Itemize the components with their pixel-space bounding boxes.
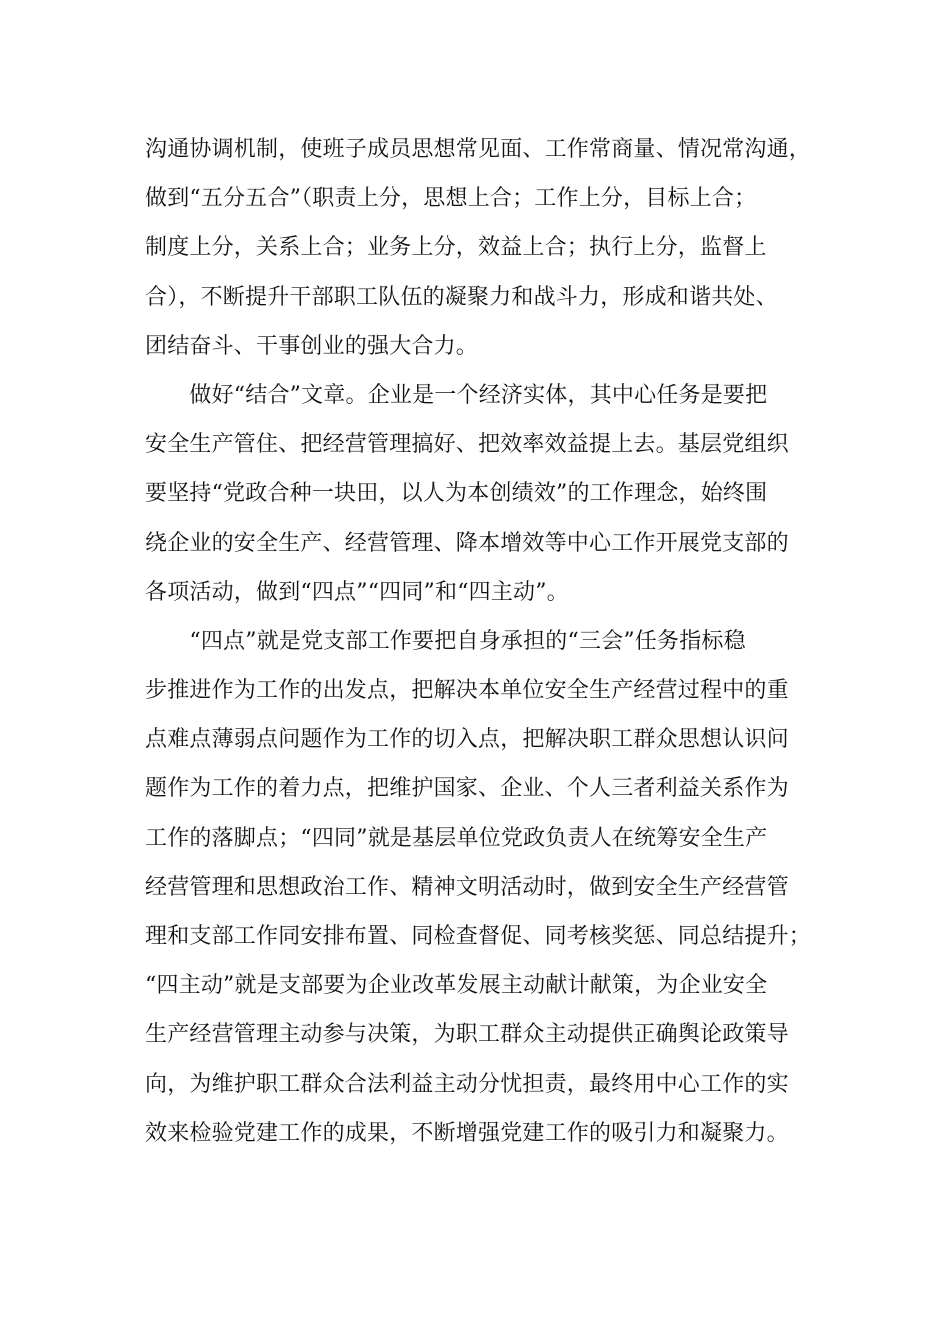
text-line: 安全生产管住、把经营管理搞好、把效率效益提上去。基层党组织 — [145, 432, 789, 458]
text-line: 制度上分，关系上合；业务上分，效益上合；执行上分，监督上 — [145, 235, 767, 261]
text-line: 题作为工作的着力点，把维护国家、企业、个人三者利益关系作为 — [145, 776, 789, 802]
text-line: 合），不断提升干部职工队伍的凝聚力和战斗力，形成和谐共处、 — [145, 284, 778, 310]
text-line: 理和支部工作同安排布置、同检查督促、同考核奖惩、同总结提升； — [145, 924, 812, 949]
text-line: “四主动”就是支部要为企业改革发展主动献计献策，为企业安全 — [145, 973, 768, 999]
text-line: 经营管理和思想政治工作、精神文明活动时，做到安全生产经营管 — [145, 874, 789, 900]
text-line: 工作的落脚点；“四同”就是基层单位党政负责人在统筹安全生产 — [145, 825, 768, 851]
text-line: 沟通协调机制，使班子成员思想常见面、工作常商量、情况常沟通， — [145, 137, 812, 162]
text-line: 生产经营管理主动参与决策，为职工群众主动提供正确舆论政策导 — [145, 1022, 789, 1048]
text-line: 绕企业的安全生产、经营管理、降本增效等中心工作开展党支部的 — [145, 530, 789, 556]
text-line: 各项活动，做到“四点”“四同”和“四主动”。 — [145, 579, 569, 605]
body-text — [145, 130, 810, 1163]
text-line: “四点”就是党支部工作要把自身承担的“三会”任务指标稳 — [145, 628, 746, 654]
text-line: 做好“结合”文章。企业是一个经济实体，其中心任务是要把 — [145, 382, 768, 408]
text-line: 团结奋斗、干事创业的强大合力。 — [145, 333, 479, 359]
text-line: 效来检验党建工作的成果，不断增强党建工作的吸引力和凝聚力。 — [145, 1120, 789, 1146]
text-line: 步推进作为工作的出发点，把解决本单位安全生产经营过程中的重 — [145, 678, 789, 704]
text-line: 要坚持“党政合种一块田，以人为本创绩效”的工作理念，始终围 — [145, 481, 768, 507]
text-line: 向，为维护职工群众合法利益主动分忧担责，最终用中心工作的实 — [145, 1071, 789, 1097]
text-line: 做到“五分五合”（职责上分，思想上合；工作上分，目标上合； — [145, 186, 757, 212]
text-line: 点难点薄弱点问题作为工作的切入点，把解决职工群众思想认识问 — [145, 727, 789, 753]
